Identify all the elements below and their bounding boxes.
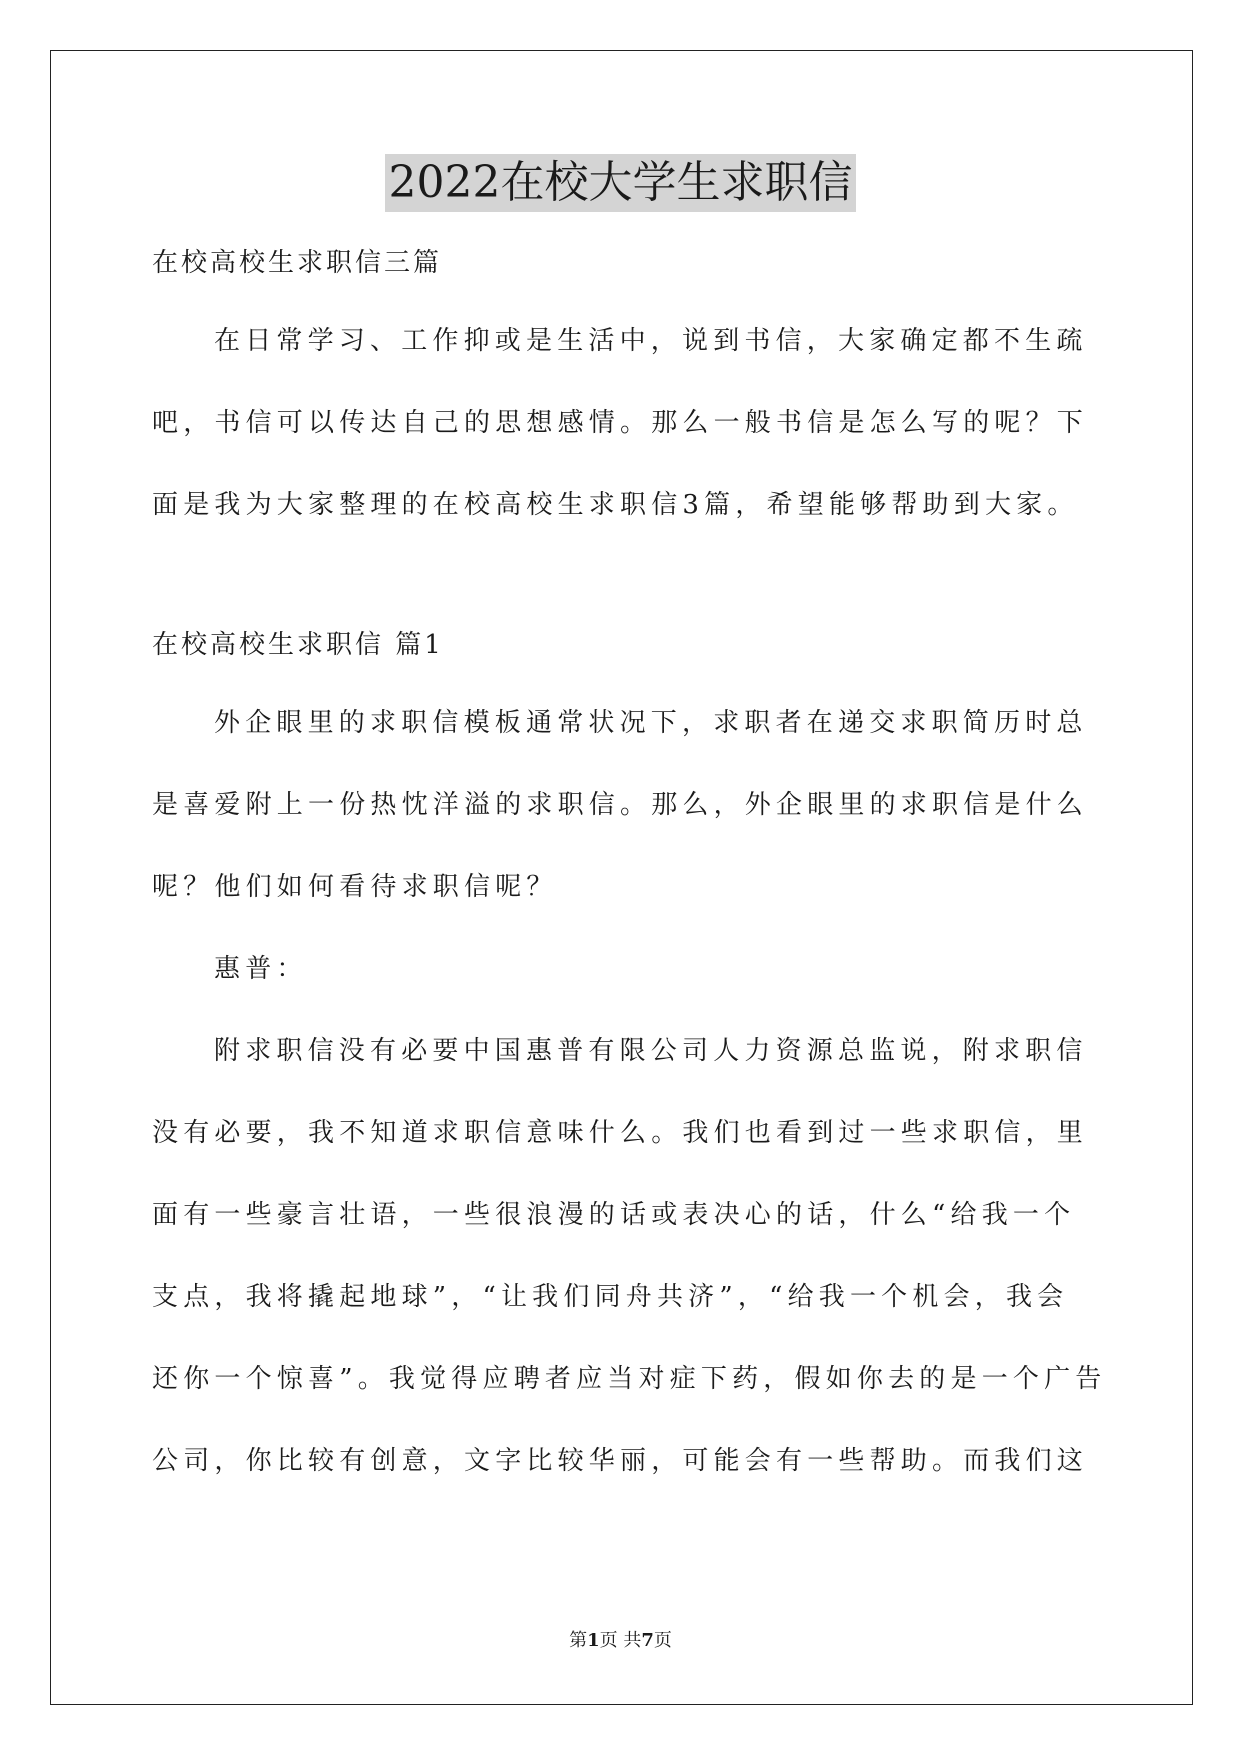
intro-line: 在日常学习、工作抑或是生活中，说到书信，大家确定都不生疏	[214, 326, 1088, 356]
page-footer	[0, 1626, 1241, 1652]
speaker-label: 惠普：	[214, 954, 308, 984]
footer-prefix: 第	[569, 1630, 588, 1651]
paragraph-line: 是喜爱附上一份热忱洋溢的求职信。那么，外企眼里的求职信是什么	[152, 790, 1089, 820]
intro-line: 面是我为大家整理的在校高校生求职信3篇，希望能够帮助到大家。	[152, 490, 1079, 520]
document-body	[152, 232, 1107, 1512]
total-pages: 7	[641, 1630, 654, 1651]
footer-suffix: 页	[653, 1630, 672, 1651]
intro-line: 吧，书信可以传达自己的思想感情。那么一般书信是怎么写的呢？下	[152, 408, 1089, 438]
paragraph-line: 外企眼里的求职信模板通常状况下，求职者在递交求职简历时总	[214, 708, 1088, 738]
paragraph-line: 还你一个惊喜”。我觉得应聘者应当对症下药，假如你去的是一个广告	[152, 1364, 1107, 1394]
page-number: 1	[587, 1630, 600, 1651]
paragraph-line: 附求职信没有必要中国惠普有限公司人力资源总监说，附求职信	[214, 1036, 1088, 1066]
paragraph-line: 支点，我将撬起地球”，“让我们同舟共济”，“给我一个机会，我会	[152, 1282, 1069, 1312]
section-heading: 在校高校生求职信 篇1	[152, 630, 444, 660]
title-wrap	[0, 154, 1241, 212]
paragraph-line: 面有一些豪言壮语，一些很浪漫的话或表决心的话，什么“给我一个	[152, 1200, 1076, 1230]
footer-mid: 页 共	[599, 1630, 642, 1651]
subtitle: 在校高校生求职信三篇	[152, 248, 443, 278]
paragraph-line: 呢？他们如何看待求职信呢？	[152, 872, 558, 902]
document-title: 2022在校大学生求职信	[385, 154, 857, 212]
paragraph-line: 没有必要，我不知道求职信意味什么。我们也看到过一些求职信，里	[152, 1118, 1089, 1148]
paragraph-line: 公司，你比较有创意，文字比较华丽，可能会有一些帮助。而我们这	[152, 1446, 1089, 1476]
